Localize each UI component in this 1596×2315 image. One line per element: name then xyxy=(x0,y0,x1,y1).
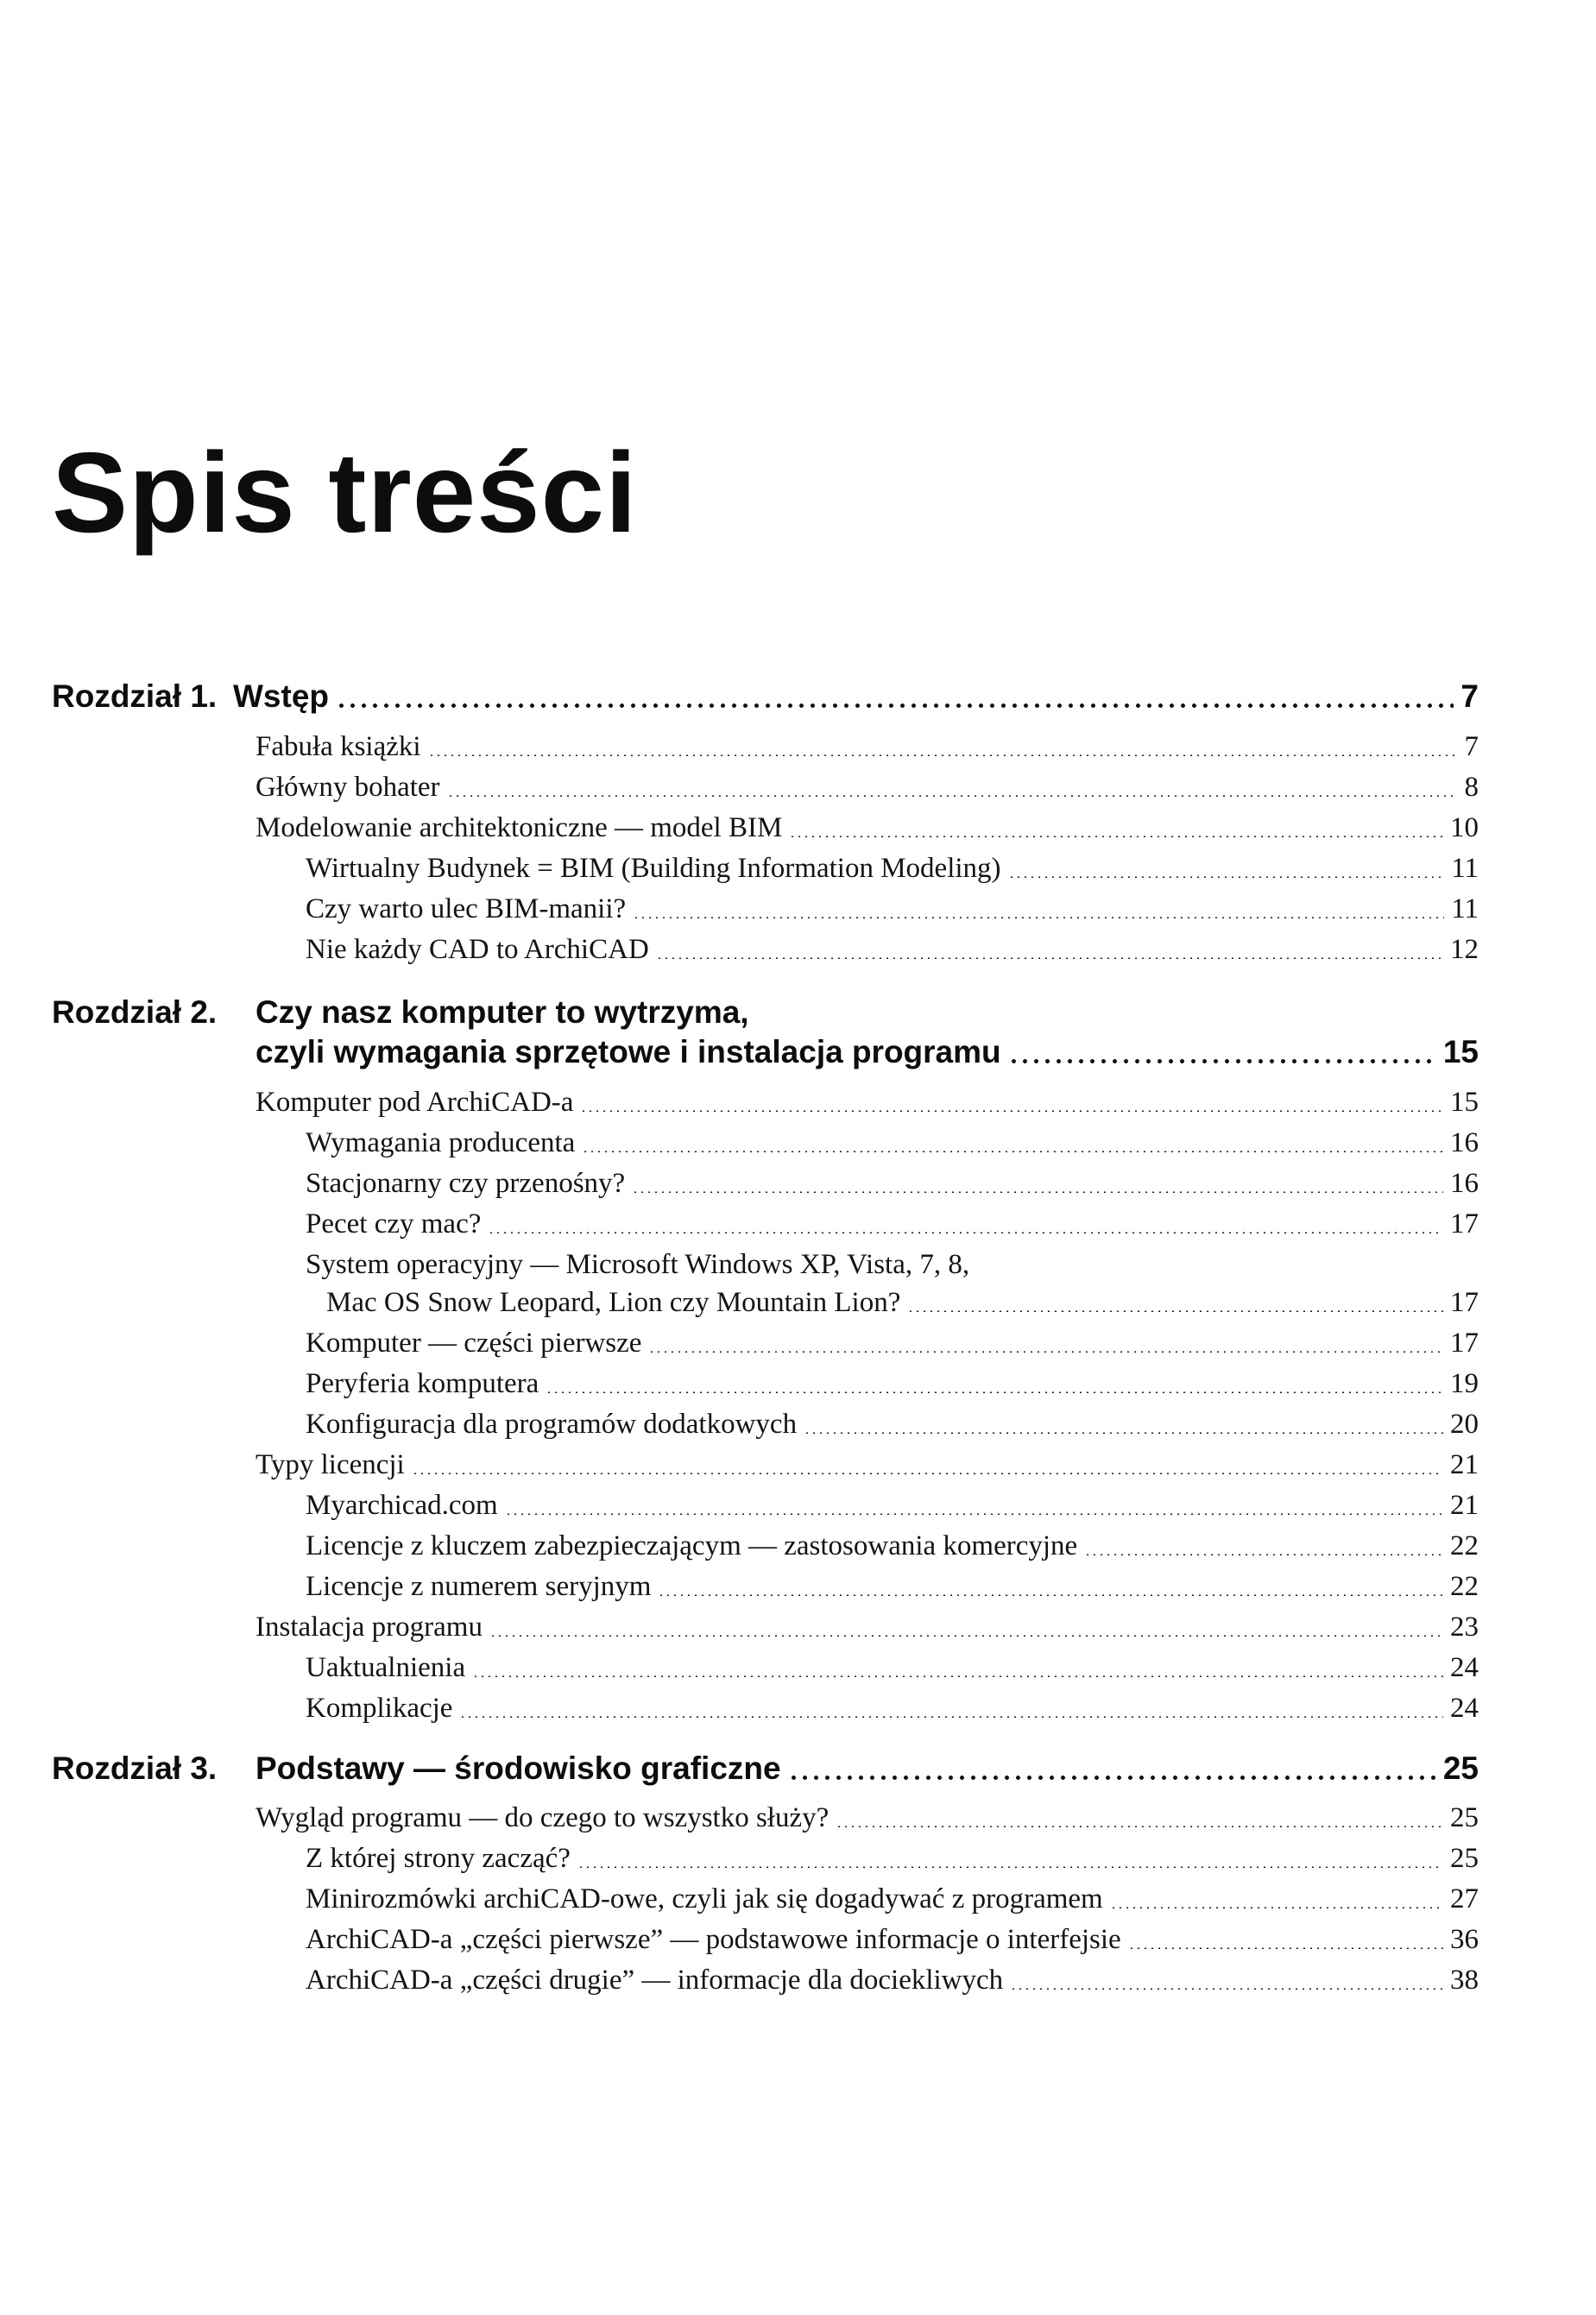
dot-leader xyxy=(1008,1059,1436,1063)
toc-subentry xyxy=(306,1688,1479,1728)
toc-entry-page: 24 xyxy=(1450,1693,1479,1724)
dot-leader xyxy=(788,1776,1436,1780)
dot-leader xyxy=(648,1351,1443,1353)
chapter-2-heading xyxy=(255,1032,1479,1072)
toc-entry-title: ArchiCAD-a „części drugie” — informacje dla dociekliwych xyxy=(306,1965,1004,1996)
dot-leader xyxy=(577,1866,1443,1868)
dot-leader xyxy=(1008,876,1445,878)
toc-subentry xyxy=(326,1283,1479,1322)
toc-subentry xyxy=(306,1526,1479,1566)
chapter-1-title: Wstęp xyxy=(233,678,329,714)
toc-entry xyxy=(255,1445,1479,1485)
toc-entry-title: Wymagania producenta xyxy=(306,1127,576,1158)
chapter-1-heading xyxy=(233,677,1479,716)
toc-entry-page: 22 xyxy=(1450,1571,1479,1602)
toc-entry-title: Nie każdy CAD to ArchiCAD xyxy=(306,934,649,965)
dot-leader xyxy=(632,1191,1443,1193)
dot-leader xyxy=(488,1232,1443,1233)
toc-entry-page: 19 xyxy=(1450,1368,1479,1399)
dot-leader xyxy=(658,1594,1443,1596)
toc-entry-title: Uaktualnienia xyxy=(306,1652,466,1683)
toc-entry-page: 10 xyxy=(1450,812,1479,843)
toc-entry xyxy=(255,1607,1479,1647)
toc-entry-page: 21 xyxy=(1450,1449,1479,1480)
toc-subentry xyxy=(306,1364,1479,1404)
toc-entry-title: Wirtualny Budynek = BIM (Building Information Modeling) xyxy=(306,853,1001,884)
toc-subentry xyxy=(306,848,1479,888)
toc-entry-page: 11 xyxy=(1451,853,1479,884)
toc-entry-page: 36 xyxy=(1450,1924,1479,1955)
toc-entry xyxy=(255,727,1479,766)
toc-entry-page: 24 xyxy=(1450,1652,1479,1683)
toc-entry-title: Stacjonarny czy przenośny? xyxy=(306,1168,626,1199)
toc-entry-page: 25 xyxy=(1450,1843,1479,1874)
dot-leader xyxy=(1110,1907,1443,1908)
toc-entry-title: ArchiCAD-a „części pierwsze” — podstawowe informacje o interfejsie xyxy=(306,1924,1121,1955)
toc-entry-title: Peryferia komputera xyxy=(306,1368,539,1399)
toc-entry-title: Minirozmówki archiCAD-owe, czyli jak się dogadywać z programem xyxy=(306,1883,1103,1914)
dot-leader xyxy=(459,1716,1443,1718)
chapter-1-label: Rozdział 1. xyxy=(52,678,218,714)
toc-entry-title: Fabuła książki xyxy=(255,731,421,762)
toc-entry xyxy=(255,808,1479,848)
toc-entry-page: 22 xyxy=(1450,1530,1479,1561)
toc-entry-title: Komputer — części pierwsze xyxy=(306,1328,642,1359)
toc-entry-page: 16 xyxy=(1450,1127,1479,1158)
toc-subentry xyxy=(306,1486,1479,1525)
toc-entry-title: Pecet czy mac? xyxy=(306,1208,482,1240)
chapter-2-label: Rozdział 2. xyxy=(52,994,218,1030)
toc-subentry xyxy=(306,1648,1479,1687)
dot-leader xyxy=(580,1110,1443,1112)
toc-entry xyxy=(255,1082,1479,1122)
toc-entry-page: 20 xyxy=(1450,1409,1479,1440)
toc-entry-title: Licencje z numerem seryjnym xyxy=(306,1571,652,1602)
toc-entry-page: 12 xyxy=(1450,934,1479,965)
toc-subentry-line1: System operacyjny — Microsoft Windows XP, Vista, 7, 8, xyxy=(306,1249,970,1280)
toc-entry-title: Komputer pod ArchiCAD-a xyxy=(255,1087,574,1118)
toc-subentry xyxy=(306,1920,1479,1959)
toc-subentry xyxy=(306,1960,1479,2000)
toc-entry-page: 11 xyxy=(1451,893,1479,924)
toc-entry-title: Z której strony zacząć? xyxy=(306,1843,571,1874)
toc-entry-page: 38 xyxy=(1450,1965,1479,1996)
toc-entry-page: 8 xyxy=(1464,772,1479,803)
chapter-1-page: 7 xyxy=(1460,678,1479,714)
toc-entry-title: Komplikacje xyxy=(306,1693,453,1724)
toc-subentry xyxy=(306,1164,1479,1203)
toc-subentry xyxy=(306,1839,1479,1878)
dot-leader xyxy=(633,917,1444,918)
page-title: Spis treści xyxy=(52,429,638,556)
toc-subentry xyxy=(306,930,1479,969)
dot-leader xyxy=(428,754,1458,756)
toc-subentry xyxy=(306,889,1479,929)
dot-leader xyxy=(907,1310,1443,1312)
dot-leader xyxy=(505,1513,1443,1515)
toc-entry-page: 15 xyxy=(1450,1087,1479,1118)
toc-entry-page: 17 xyxy=(1450,1328,1479,1359)
dot-leader xyxy=(1128,1947,1443,1949)
dot-leader xyxy=(836,1826,1443,1827)
dot-leader xyxy=(789,836,1443,837)
toc-entry-title: Główny bohater xyxy=(255,772,440,803)
toc-entry-title: Wygląd programu — do czego to wszystko służy? xyxy=(255,1802,830,1833)
dot-leader xyxy=(489,1635,1443,1637)
toc-entry-title: Konfiguracja dla programów dodatkowych xyxy=(306,1409,798,1440)
chapter-2-title-line1: Czy nasz komputer to wytrzyma, xyxy=(255,994,749,1030)
toc-entry-page: 21 xyxy=(1450,1490,1479,1521)
chapter-2-page: 15 xyxy=(1442,1034,1479,1069)
chapter-3-label: Rozdział 3. xyxy=(52,1750,218,1786)
toc-entry-title: Czy warto ulec BIM-manii? xyxy=(306,893,627,924)
toc-entry-title: Myarchicad.com xyxy=(306,1490,498,1521)
toc-subentry xyxy=(306,1567,1479,1606)
toc-subentry xyxy=(306,1404,1479,1444)
dot-leader xyxy=(472,1675,1443,1677)
toc-entry-page: 16 xyxy=(1450,1168,1479,1199)
toc-entry-page: 17 xyxy=(1450,1208,1479,1240)
toc-entry-title: Instalacja programu xyxy=(255,1612,483,1643)
dot-leader xyxy=(656,957,1443,959)
toc-entry-page: 23 xyxy=(1450,1612,1479,1643)
dot-leader xyxy=(582,1151,1443,1152)
chapter-3-page: 25 xyxy=(1442,1750,1479,1786)
dot-leader xyxy=(1084,1554,1443,1555)
toc-entry xyxy=(255,767,1479,807)
chapter-3-title: Podstawy — środowisko graficzne xyxy=(255,1750,781,1786)
dot-leader xyxy=(804,1432,1443,1434)
toc-entry-title: Licencje z kluczem zabezpieczającym — zastosowania komercyjne xyxy=(306,1530,1078,1561)
toc-entry-title: Modelowanie architektoniczne — model BIM xyxy=(255,812,783,843)
dot-leader xyxy=(1010,1988,1443,1990)
toc-subentry xyxy=(306,1204,1479,1244)
toc-subentry xyxy=(306,1879,1479,1919)
toc-entry-title: Typy licencji xyxy=(255,1449,405,1480)
dot-leader xyxy=(546,1391,1443,1393)
toc-entry-page: 27 xyxy=(1450,1883,1479,1914)
toc-entry-page: 25 xyxy=(1450,1802,1479,1833)
toc-entry-title: Mac OS Snow Leopard, Lion czy Mountain Lion? xyxy=(326,1287,901,1318)
dot-leader xyxy=(447,795,1458,797)
dot-leader xyxy=(412,1473,1443,1474)
dot-leader xyxy=(336,703,1454,708)
toc-subentry xyxy=(306,1323,1479,1363)
chapter-2-title-line2: czyli wymagania sprzętowe i instalacja programu xyxy=(255,1034,1001,1069)
chapter-3-heading xyxy=(255,1749,1479,1788)
toc-entry xyxy=(255,1798,1479,1838)
toc-entry-page: 7 xyxy=(1464,731,1479,762)
toc-entry-page: 17 xyxy=(1450,1287,1479,1318)
toc-subentry xyxy=(306,1123,1479,1163)
